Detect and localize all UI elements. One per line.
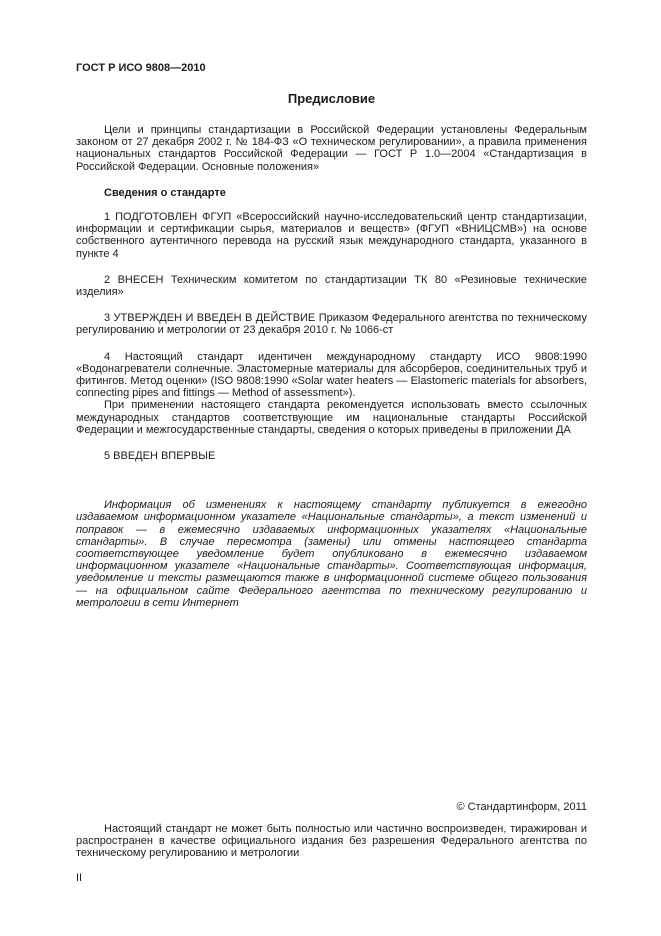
standard-item-3: 3 УТВЕРЖДЕН И ВВЕДЕН В ДЕЙСТВИЕ Приказом Федерального агентства по техническому регулированию и метрологии от 23 декабря 2010 г. № 1066-ст — [76, 312, 587, 337]
page-number: II — [76, 871, 83, 884]
page-footer — [76, 801, 587, 884]
reproduction-restriction: Настоящий стандарт не может быть полностью или частично воспроизведен, тиражирован и распространен в качестве официального издания без разрешения Федерального агентства по техническому регулированию и метрологии — [76, 823, 587, 860]
standard-item-4: 4 Настоящий стандарт идентичен международному стандарту ИСО 9808:1990 «Водонагреватели солнечные. Эластомерные материалы для абсорберов, соединительных труб и фитингов. Метод оценки» (ISO 9808:1990 «Solar water heaters — Elastomeric materials for absorbers, connecting pipes and fittings — Method of assessment»). — [76, 350, 587, 400]
page-title: Предисловие — [287, 91, 376, 106]
standard-item-2: 2 ВНЕСЕН Техническим комитетом по стандартизации ТК 80 «Резиновые технические изделия» — [76, 273, 587, 299]
standard-item-4-note: При применении настоящего стандарта рекомендуется использовать вместо ссылочных международных стандартов соответствующие им национальные стандарты Российской Федерации и межгосударственные стандарты, сведения о которых приведены в приложении ДА — [76, 399, 587, 436]
standard-item-1: 1 ПОДГОТОВЛЕН ФГУП «Всероссийский научно-исследовательский центр стандартизации, информации и сертификации сырья, материалов и веществ» (ФГУП «ВНИЦСМВ») на основе собственного аутентичного перевода на русский язык международного стандарта, указанного в пункте 4 — [76, 211, 587, 260]
standard-item-5: 5 ВВЕДЕН ВПЕРВЫЕ — [104, 450, 216, 463]
amendments-notice: Информация об изменениях к настоящему стандарту публикуется в ежегодно издаваемом информационном указателе «Национальные стандарты», а текст изменений и поправок — в ежемесячно издаваемых информационных указателях «Национальные стандарты». В случае пересмотра (замены) или отмены настоящего стандарта соответствующее уведомление будет опубликовано в ежемесячно издаваемом информационном указателе «Национальные стандарты». Соответствующая информация, уведомление и тексты размещаются также в информационной системе общего пользования — на официальном сайте Федерального агентства по техническому регулированию и метрологии в сети Интернет — [76, 499, 587, 609]
page-content — [76, 62, 587, 623]
info-heading: Сведения о стандарте — [104, 186, 226, 199]
document-code: ГОСТ Р ИСО 9808—2010 — [76, 62, 206, 74]
copyright-line: © Стандартинформ, 2011 — [456, 801, 587, 813]
intro-paragraph: Цели и принципы стандартизации в Российской Федерации установлены Федеральным законом от 27 декабря 2002 г. № 184-ФЗ «О техническом регулировании», а правила применения национальных стандартов Российской Федерации — ГОСТ Р 1.0—2004 «Стандартизация в Российской Федерации. Основные положения» — [76, 124, 587, 173]
